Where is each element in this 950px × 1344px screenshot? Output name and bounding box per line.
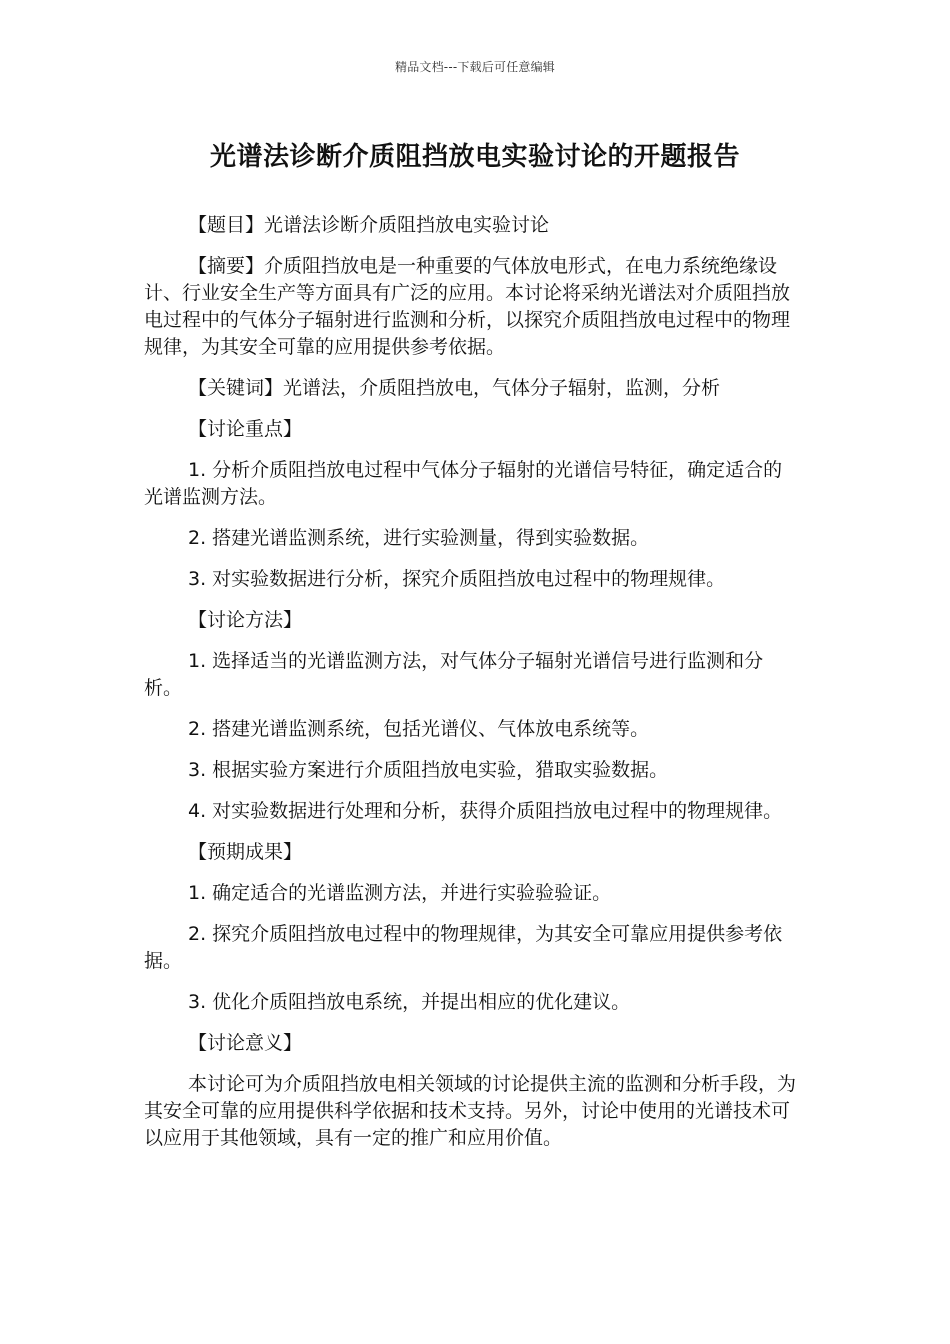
topic-paragraph: 【题目】光谱法诊断介质阻挡放电实验讨论 xyxy=(188,214,550,236)
focus-item: 1. 分析介质阻挡放电过程中气体分子辐射的光谱信号特征，确定适合的光谱监测方法。 xyxy=(144,459,783,508)
results-item: 1. 确定适合的光谱监测方法，并进行实验验验证。 xyxy=(188,882,612,904)
document-title: 光谱法诊断介质阻挡放电实验讨论的开题报告 xyxy=(209,142,740,172)
method-item: 1. 选择适当的光谱监测方法，对气体分子辐射光谱信号进行监测和分析。 xyxy=(144,650,764,699)
method-item: 4. 对实验数据进行处理和分析，获得介质阻挡放电过程中的物理规律。 xyxy=(188,800,783,822)
focus-heading: 【讨论重点】 xyxy=(188,418,303,440)
significance-paragraph: 本讨论可为介质阻挡放电相关领域的讨论提供主流的监测和分析手段，为其安全可靠的应用提供科学依据和技术支持。另外，讨论中使用的光谱技术可以应用于其他领域，具有一定的推广和应用价值。 xyxy=(144,1073,797,1149)
method-item: 3. 根据实验方案进行介质阻挡放电实验，猎取实验数据。 xyxy=(188,759,669,781)
abstract-paragraph: 【摘要】介质阻挡放电是一种重要的气体放电形式，在电力系统绝缘设计、行业安全生产等方面具有广泛的应用。本讨论将采纳光谱法对介质阻挡放电过程中的气体分子辐射进行监测和分析，以探究介质阻挡放电过程中的物理规律，为其安全可靠的应用提供参考依据。 xyxy=(144,255,791,358)
results-item: 2. 探究介质阻挡放电过程中的物理规律，为其安全可靠应用提供参考依据。 xyxy=(144,923,783,972)
results-heading: 【预期成果】 xyxy=(188,841,303,863)
keywords-paragraph: 【关键词】光谱法，介质阻挡放电，气体分子辐射，监测，分析 xyxy=(188,377,721,399)
focus-item: 2. 搭建光谱监测系统，进行实验测量，得到实验数据。 xyxy=(188,527,650,549)
significance-heading: 【讨论意义】 xyxy=(188,1032,303,1054)
method-heading: 【讨论方法】 xyxy=(188,609,303,631)
results-item: 3. 优化介质阻挡放电系统，并提出相应的优化建议。 xyxy=(188,991,631,1013)
document-body xyxy=(144,212,800,1166)
method-item: 2. 搭建光谱监测系统，包括光谱仪、气体放电系统等。 xyxy=(188,718,650,740)
focus-item: 3. 对实验数据进行分析，探究介质阻挡放电过程中的物理规律。 xyxy=(188,568,726,590)
header-note: 精品文档---下载后可任意编辑 xyxy=(395,60,555,74)
